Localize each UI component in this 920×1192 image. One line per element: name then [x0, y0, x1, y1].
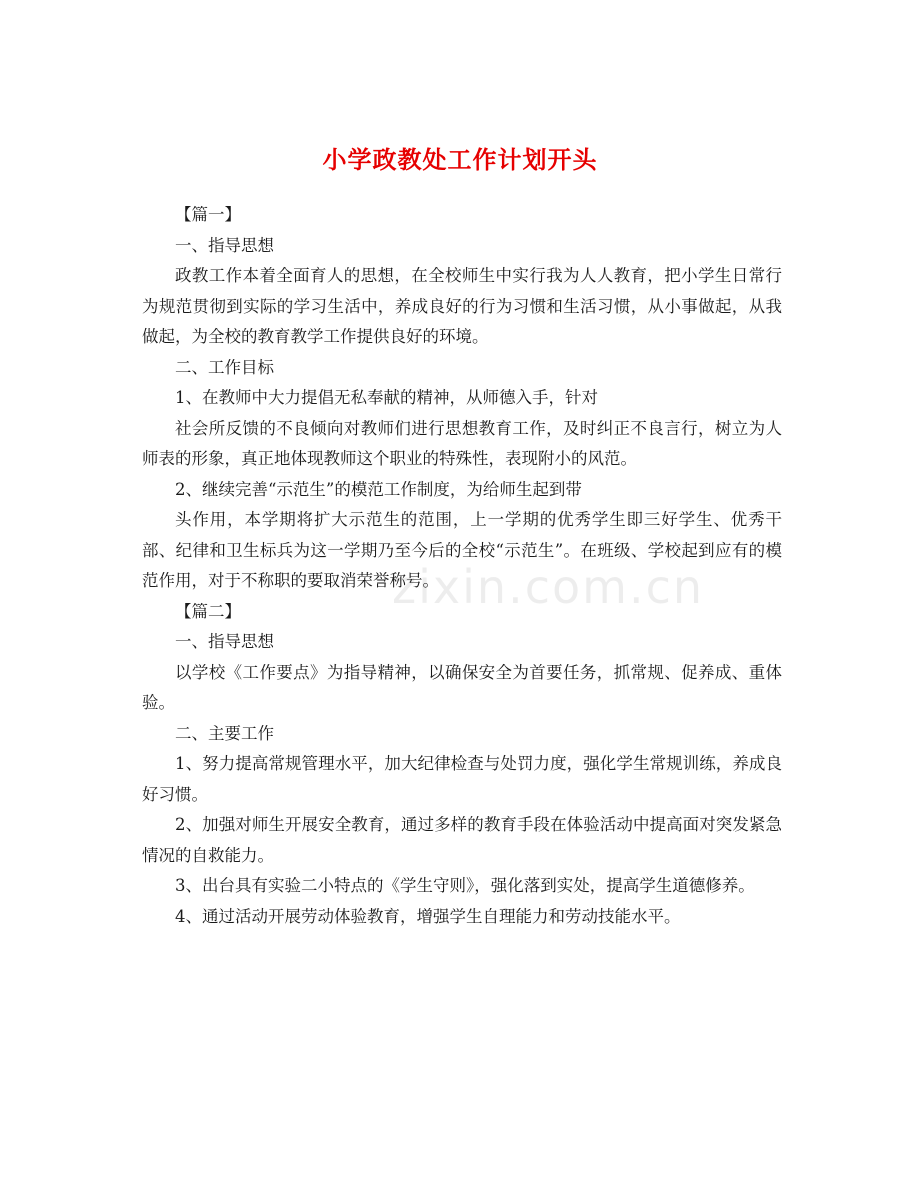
paragraph: 头作用，本学期将扩大示范生的范围，上一学期的优秀学生即三好学生、优秀干部、纪律和卫生标兵为这一学期乃至今后的全校“示范生”。在班级、学校起到应有的模范作用，对于不称职的要取消荣誉称号。 — [142, 510, 782, 590]
paragraph: 政教工作本着全面育人的思想，在全校师生中实行我为人人教育，把小学生日常行为规范贯彻到实际的学习生活中，养成良好的行为习惯和生活习惯，从小事做起，从我做起，为全校的教育教学工作提供良好的环境。 — [142, 266, 782, 346]
heading-main-work: 二、主要工作 — [175, 723, 274, 743]
watermark: zixin.com.cn — [392, 560, 705, 614]
heading-work-goals: 二、工作目标 — [175, 357, 274, 377]
paragraph: 以学校《工作要点》为指导精神，以确保安全为首要任务，抓常规、促养成、重体验。 — [142, 662, 782, 712]
paragraph: 1、努力提高常规管理水平，加大纪律检查与处罚力度，强化学生常规训练，养成良好习惯。 — [142, 754, 782, 804]
heading-guiding-thought: 一、指导思想 — [175, 632, 274, 651]
document-body — [142, 200, 782, 932]
document-title: 小学政教处工作计划开头 — [322, 145, 598, 175]
heading-guiding-thought: 一、指导思想 — [175, 235, 274, 255]
paragraph: 1、在教师中大力提倡无私奉献的精神，从师德入手，针对 — [175, 388, 598, 407]
section-heading-part-1: 【篇一】 — [175, 205, 241, 224]
section-heading-part-2: 【篇二】 — [175, 601, 241, 621]
paragraph: 2、继续完善“示范生”的模范工作制度，为给师生起到带 — [175, 479, 582, 499]
paragraph: 社会所反馈的不良倾向对教师们进行思想教育工作，及时纠正不良言行，树立为人师表的形象，真正地体现教师这个职业的特殊性，表现附小的风范。 — [142, 418, 782, 468]
paragraph: 4、通过活动开展劳动体验教育，增强学生自理能力和劳动技能水平。 — [175, 906, 681, 926]
paragraph: 3、出台具有实验二小特点的《学生守则》，强化落到实处，提高学生道德修养。 — [175, 876, 755, 895]
paragraph: 2、加强对师生开展安全教育，通过多样的教育手段在体验活动中提高面对突发紧急情况的自救能力。 — [142, 815, 782, 865]
